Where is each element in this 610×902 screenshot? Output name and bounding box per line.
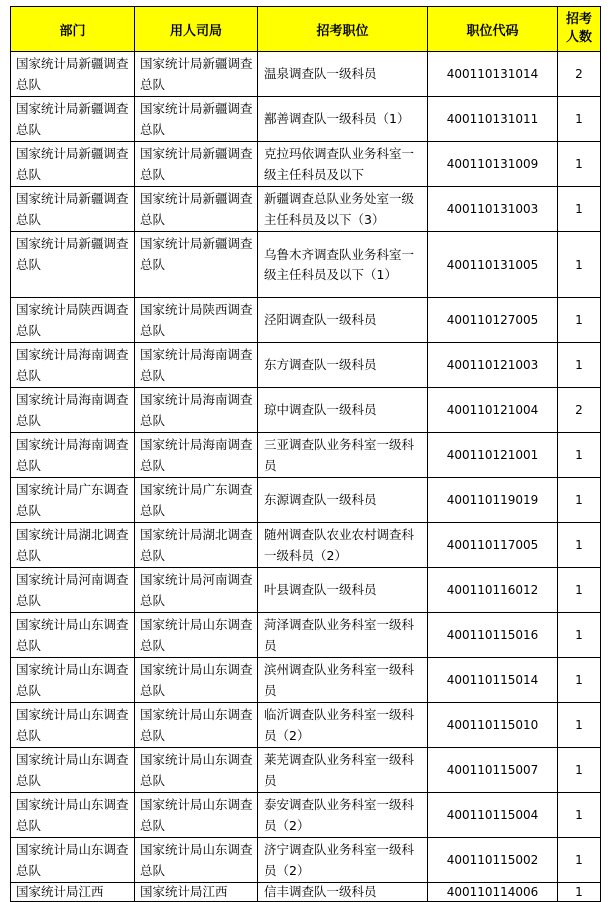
dept-cell: 国家统计局湖北调查总队 xyxy=(11,523,135,568)
table-row xyxy=(11,97,601,142)
dept-cell: 国家统计局新疆调查总队 xyxy=(11,142,135,187)
employer-cell: 国家统计局山东调查总队 xyxy=(135,658,258,703)
position-cell: 叶县调查队一级科员 xyxy=(258,568,428,613)
employer-cell: 国家统计局广东调查总队 xyxy=(135,478,258,523)
table-row xyxy=(11,343,601,388)
code-cell: 400110115007 xyxy=(428,748,558,793)
count-cell: 1 xyxy=(558,433,601,478)
header-position: 招考职位 xyxy=(258,7,428,52)
count-cell: 1 xyxy=(558,838,601,883)
employer-cell: 国家统计局新疆调查总队 xyxy=(135,187,258,232)
count-cell: 1 xyxy=(558,298,601,343)
count-cell: 1 xyxy=(558,478,601,523)
dept-cell: 国家统计局新疆调查总队 xyxy=(11,97,135,142)
count-cell: 1 xyxy=(558,187,601,232)
header-row xyxy=(11,7,601,52)
header-dept: 部门 xyxy=(11,7,135,52)
employer-cell: 国家统计局新疆调查总队 xyxy=(135,142,258,187)
employer-cell: 国家统计局海南调查总队 xyxy=(135,433,258,478)
position-cell: 温泉调查队一级科员 xyxy=(258,52,428,97)
code-cell: 400110131003 xyxy=(428,187,558,232)
employer-cell: 国家统计局海南调查总队 xyxy=(135,343,258,388)
table-row xyxy=(11,658,601,703)
position-cell: 菏泽调查队业务科室一级科员 xyxy=(258,613,428,658)
position-cell: 克拉玛依调查队业务科室一级主任科员及以下 xyxy=(258,142,428,187)
employer-cell: 国家统计局山东调查总队 xyxy=(135,703,258,748)
dept-cell: 国家统计局陕西调查总队 xyxy=(11,298,135,343)
position-cell: 泾阳调查队一级科员 xyxy=(258,298,428,343)
count-cell: 1 xyxy=(558,658,601,703)
position-cell: 滨州调查队业务科室一级科员 xyxy=(258,658,428,703)
dept-cell: 国家统计局新疆调查总队 xyxy=(11,187,135,232)
header-count: 招考人数 xyxy=(558,7,601,52)
position-cell: 琼中调查队一级科员 xyxy=(258,388,428,433)
code-cell: 400110115010 xyxy=(428,703,558,748)
dept-cell: 国家统计局海南调查总队 xyxy=(11,343,135,388)
position-cell: 随州调查队农业农村调查科一级科员（2） xyxy=(258,523,428,568)
code-cell: 400110127005 xyxy=(428,298,558,343)
employer-cell: 国家统计局山东调查总队 xyxy=(135,613,258,658)
table-row xyxy=(11,52,601,97)
position-cell: 泰安调查队业务科室一级科员（2） xyxy=(258,793,428,838)
dept-cell: 国家统计局山东调查总队 xyxy=(11,658,135,703)
employer-cell: 国家统计局山东调查总队 xyxy=(135,793,258,838)
count-cell: 1 xyxy=(558,142,601,187)
code-cell: 400110115016 xyxy=(428,613,558,658)
count-cell: 2 xyxy=(558,388,601,433)
employer-cell: 国家统计局海南调查总队 xyxy=(135,388,258,433)
code-cell: 400110121001 xyxy=(428,433,558,478)
table-row xyxy=(11,433,601,478)
header-code: 职位代码 xyxy=(428,7,558,52)
dept-cell: 国家统计局新疆调查总队 xyxy=(11,232,135,298)
position-cell: 信丰调查队一级科员 xyxy=(258,883,428,902)
count-cell: 1 xyxy=(558,232,601,298)
count-cell: 1 xyxy=(558,613,601,658)
dept-cell: 国家统计局海南调查总队 xyxy=(11,388,135,433)
dept-cell: 国家统计局海南调查总队 xyxy=(11,433,135,478)
position-cell: 莱芜调查队业务科室一级科员 xyxy=(258,748,428,793)
table-row xyxy=(11,838,601,883)
employer-cell: 国家统计局山东调查总队 xyxy=(135,748,258,793)
table-row xyxy=(11,748,601,793)
position-cell: 乌鲁木齐调查队业务科室一级主任科员及以下（1） xyxy=(258,232,428,298)
employer-cell: 国家统计局河南调查总队 xyxy=(135,568,258,613)
dept-cell: 国家统计局河南调查总队 xyxy=(11,568,135,613)
count-cell: 1 xyxy=(558,523,601,568)
count-cell: 1 xyxy=(558,883,601,902)
code-cell: 400110117005 xyxy=(428,523,558,568)
employer-cell: 国家统计局新疆调查总队 xyxy=(135,97,258,142)
code-cell: 400110131014 xyxy=(428,52,558,97)
table-row xyxy=(11,298,601,343)
code-cell: 400110131005 xyxy=(428,232,558,298)
dept-cell: 国家统计局山东调查总队 xyxy=(11,748,135,793)
position-cell: 东方调查队一级科员 xyxy=(258,343,428,388)
position-cell: 东源调查队一级科员 xyxy=(258,478,428,523)
count-cell: 1 xyxy=(558,793,601,838)
table-row xyxy=(11,142,601,187)
table-row xyxy=(11,793,601,838)
dept-cell: 国家统计局山东调查总队 xyxy=(11,703,135,748)
count-cell: 1 xyxy=(558,97,601,142)
code-cell: 400110115004 xyxy=(428,793,558,838)
employer-cell: 国家统计局新疆调查总队 xyxy=(135,52,258,97)
dept-cell: 国家统计局广东调查总队 xyxy=(11,478,135,523)
code-cell: 400110131011 xyxy=(428,97,558,142)
code-cell: 400110115002 xyxy=(428,838,558,883)
count-cell: 1 xyxy=(558,703,601,748)
employer-cell: 国家统计局山东调查总队 xyxy=(135,838,258,883)
dept-cell: 国家统计局山东调查总队 xyxy=(11,613,135,658)
count-cell: 1 xyxy=(558,568,601,613)
table-row xyxy=(11,883,601,902)
code-cell: 400110121004 xyxy=(428,388,558,433)
position-cell: 济宁调查队业务科室一级科员（2） xyxy=(258,838,428,883)
employer-cell: 国家统计局江西 xyxy=(135,883,258,902)
code-cell: 400110131009 xyxy=(428,142,558,187)
table-row xyxy=(11,232,601,298)
employer-cell: 国家统计局陕西调查总队 xyxy=(135,298,258,343)
table-row xyxy=(11,187,601,232)
position-cell: 新疆调查总队业务处室一级主任科员及以下（3） xyxy=(258,187,428,232)
table-row xyxy=(11,613,601,658)
code-cell: 400110116012 xyxy=(428,568,558,613)
count-cell: 2 xyxy=(558,52,601,97)
table-row xyxy=(11,703,601,748)
table-row xyxy=(11,388,601,433)
employer-cell: 国家统计局湖北调查总队 xyxy=(135,523,258,568)
code-cell: 400110119019 xyxy=(428,478,558,523)
employer-cell: 国家统计局新疆调查总队 xyxy=(135,232,258,298)
dept-cell: 国家统计局江西 xyxy=(11,883,135,902)
code-cell: 400110115014 xyxy=(428,658,558,703)
table-row xyxy=(11,568,601,613)
recruitment-table-container xyxy=(10,6,600,899)
code-cell: 400110121003 xyxy=(428,343,558,388)
position-cell: 鄯善调查队一级科员（1） xyxy=(258,97,428,142)
code-cell: 400110114006 xyxy=(428,883,558,902)
count-cell: 1 xyxy=(558,343,601,388)
dept-cell: 国家统计局新疆调查总队 xyxy=(11,52,135,97)
position-cell: 临沂调查队业务科室一级科员（2） xyxy=(258,703,428,748)
count-cell: 1 xyxy=(558,748,601,793)
dept-cell: 国家统计局山东调查总队 xyxy=(11,838,135,883)
table-row xyxy=(11,478,601,523)
dept-cell: 国家统计局山东调查总队 xyxy=(11,793,135,838)
table-row xyxy=(11,523,601,568)
position-cell: 三亚调查队业务科室一级科员 xyxy=(258,433,428,478)
header-employer: 用人司局 xyxy=(135,7,258,52)
recruitment-table xyxy=(10,6,601,902)
